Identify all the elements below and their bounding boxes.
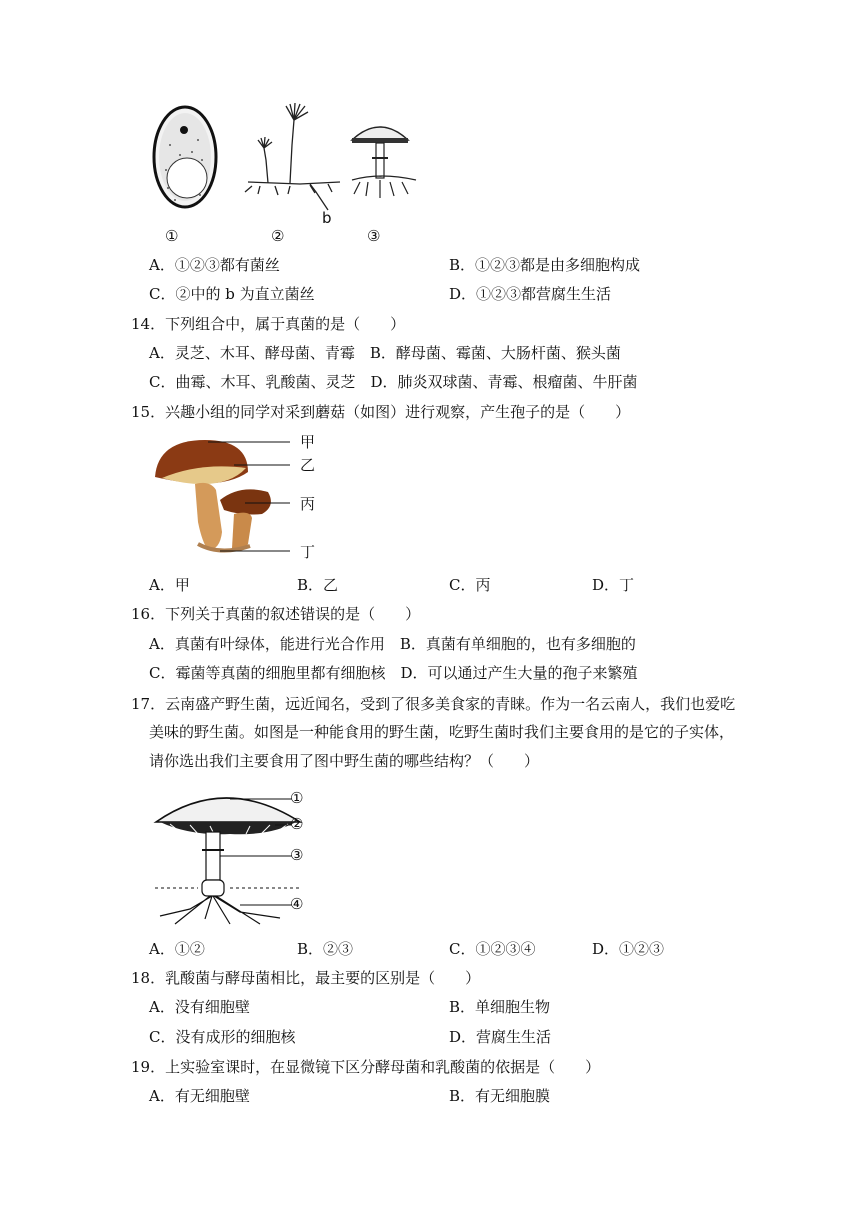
q13-option-c[interactable]: C．②中的 b 为直立菌丝 xyxy=(149,285,315,303)
q18-option-d[interactable]: D．营腐生生活 xyxy=(449,1028,552,1046)
q13-option-b[interactable]: B．①②③都是由多细胞构成 xyxy=(449,256,641,274)
q18-option-a[interactable]: A．没有细胞壁 xyxy=(149,998,250,1016)
mushroom-drawing xyxy=(352,127,416,198)
q15-label-yi: 乙 xyxy=(300,456,316,474)
q13-figure-label-2: ② xyxy=(271,227,285,245)
q15-label-bing: 丙 xyxy=(300,495,316,513)
q18-stem: 18．乳酸菌与酵母菌相比，最主要的区别是（ ） xyxy=(131,969,481,987)
q14-stem: 14．下列组合中，属于真菌的是（ ） xyxy=(131,315,406,333)
q13-figure-label-1: ① xyxy=(165,227,179,245)
q15-label-jia: 甲 xyxy=(300,433,316,451)
mold-drawing xyxy=(245,103,340,210)
q15-option-c[interactable]: C．丙 xyxy=(449,576,491,594)
q17-option-d[interactable]: D．①②③ xyxy=(592,940,665,958)
q17-option-c[interactable]: C．①②③④ xyxy=(449,940,536,958)
q17-stem-line2: 美味的野生菌。如图是一种能食用的野生菌，吃野生菌时我们主要食用的是它的子实体， xyxy=(149,723,735,741)
q15-stem: 15．兴趣小组的同学对采到蘑菇（如图）进行观察，产生孢子的是（ ） xyxy=(131,403,631,421)
q13-option-d[interactable]: D．①②③都营腐生生活 xyxy=(449,285,612,303)
q13-figure xyxy=(140,100,440,250)
q17-option-a[interactable]: A．①② xyxy=(149,940,205,958)
q16-options-row1[interactable]: A．真菌有叶绿体，能进行光合作用 B．真菌有单细胞的，也有多细胞的 xyxy=(149,635,636,653)
q19-option-b[interactable]: B．有无细胞膜 xyxy=(449,1087,551,1105)
q17-label-2: ② xyxy=(290,815,304,833)
q17-stem-line3: 请你选出我们主要食用了图中野生菌的哪些结构？（ ） xyxy=(149,752,540,770)
q19-stem: 19．上实验室课时，在显微镜下区分酵母菌和乳酸菌的依据是（ ） xyxy=(131,1058,601,1076)
q15-pointer-lines xyxy=(190,436,300,556)
q13-option-a[interactable]: A．①②③都有菌丝 xyxy=(149,256,280,274)
q14-options-row1[interactable]: A．灵芝、木耳、酵母菌、青霉 B．酵母菌、霉菌、大肠杆菌、猴头菌 xyxy=(149,344,621,362)
q13-figure-label-3: ③ xyxy=(367,227,381,245)
q15-option-a[interactable]: A．甲 xyxy=(149,576,190,594)
q17-stem-line1: 17．云南盛产野生菌，远近闻名，受到了很多美食家的青睐。作为一名云南人，我们也爱吃 xyxy=(131,695,736,713)
q15-option-d[interactable]: D．丁 xyxy=(592,576,635,594)
q18-option-b[interactable]: B．单细胞生物 xyxy=(449,998,551,1016)
q17-label-4: ④ xyxy=(290,895,304,913)
q18-option-c[interactable]: C．没有成形的细胞核 xyxy=(149,1028,296,1046)
q17-label-1: ① xyxy=(290,789,304,807)
q16-options-row2[interactable]: C．霉菌等真菌的细胞里都有细胞核 D．可以通过产生大量的孢子来繁殖 xyxy=(149,664,638,682)
q19-option-a[interactable]: A．有无细胞壁 xyxy=(149,1087,250,1105)
q13-b-label: b xyxy=(322,209,332,227)
q17-pointer-lines xyxy=(200,790,295,920)
q15-label-ding: 丁 xyxy=(300,543,316,561)
yeast-cell-drawing xyxy=(154,107,216,207)
q17-option-b[interactable]: B．②③ xyxy=(297,940,354,958)
q15-option-b[interactable]: B．乙 xyxy=(297,576,339,594)
q17-label-3: ③ xyxy=(290,846,304,864)
q14-options-row2[interactable]: C．曲霉、木耳、乳酸菌、灵芝 D．肺炎双球菌、青霉、根瘤菌、牛肝菌 xyxy=(149,373,638,391)
q16-stem: 16．下列关于真菌的叙述错误的是（ ） xyxy=(131,605,421,623)
